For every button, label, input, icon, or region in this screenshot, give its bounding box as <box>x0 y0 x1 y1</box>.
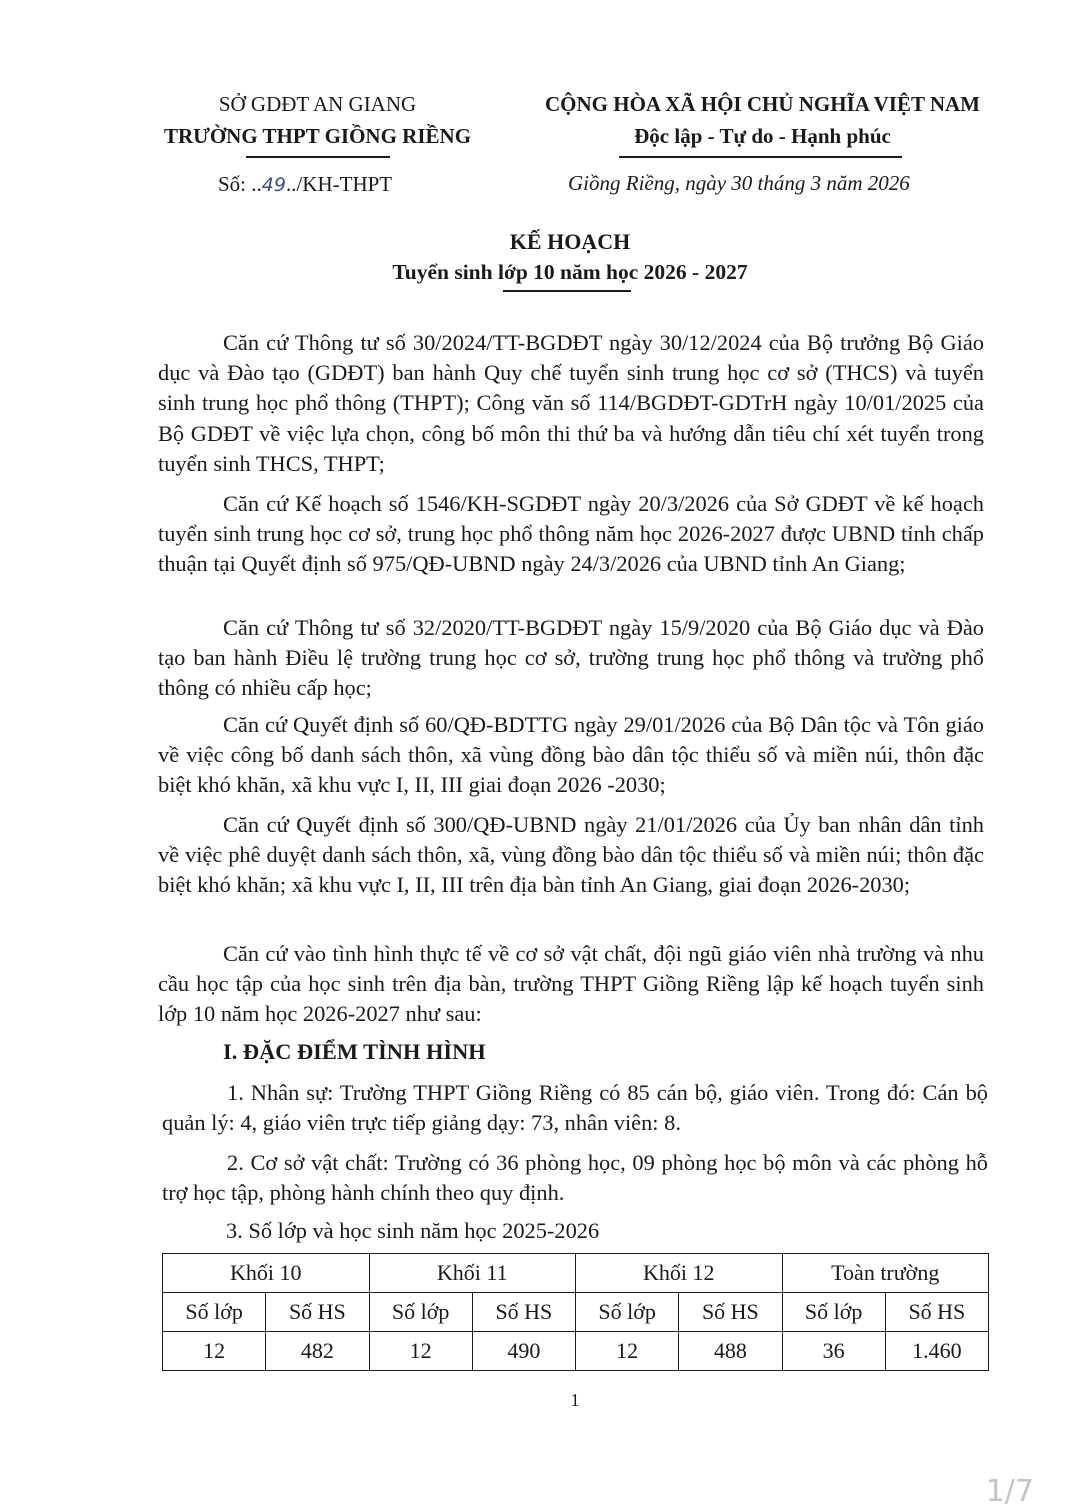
table-cell: 490 <box>472 1332 575 1371</box>
section-heading: I. ĐẶC ĐIỂM TÌNH HÌNH <box>223 1039 486 1064</box>
nation-name: CỘNG HÒA XÃ HỘI CHỦ NGHĨA VIỆT NAM <box>544 92 981 116</box>
table-cell: 12 <box>163 1332 266 1371</box>
paragraph-legal-basis-3: Căn cứ Thông tư số 32/2020/TT-BGDĐT ngày 15/9/2020 của Bộ Giáo dục và Đào tạo ban hành Điều lệ trường trung học cơ sở, trường trung học phổ thông và trường phổ thông có nhiều cấp học; <box>158 615 984 701</box>
page-number: 1 <box>570 1390 580 1410</box>
table-cell: 12 <box>369 1332 472 1371</box>
agency-name: SỞ GDĐT AN GIANG <box>218 92 417 116</box>
table-header-row <box>163 1254 989 1293</box>
school-name: TRƯỜNG THPT GIỒNG RIỀNG <box>163 124 472 148</box>
table-cell: 36 <box>782 1332 885 1371</box>
date-line: Giồng Riềng, ngày 30 tháng 3 năm 2026 <box>568 171 910 195</box>
table-cell: 1.460 <box>885 1332 988 1371</box>
table-subheader: Số HS <box>679 1293 782 1332</box>
table-subheader: Số HS <box>472 1293 575 1332</box>
table-group-header: Khối 10 <box>163 1254 370 1293</box>
table-row <box>163 1332 989 1371</box>
enrollment-table <box>162 1253 989 1371</box>
handwritten-number: 49 <box>261 174 286 196</box>
viewer-page-indicator: 1/7 <box>985 1474 1034 1509</box>
title-underline <box>503 290 631 292</box>
paragraph-legal-basis-6: Căn cứ vào tình hình thực tế về cơ sở vật chất, đội ngũ giáo viên nhà trường và nhu cầu học tập của học sinh trên địa bàn, trường THPT Giồng Riềng lập kế hoạch tuyển sinh lớp 10 năm học 2026-2027 như sau: <box>158 941 984 1027</box>
document-subtitle: Tuyển sinh lớp 10 năm học 2026 - 2027 <box>392 260 748 284</box>
table-subheader: Số lớp <box>369 1293 472 1332</box>
school-name-underline <box>246 156 390 158</box>
nation-motto: Độc lập - Tự do - Hạnh phúc <box>634 124 891 148</box>
table-subheader: Số lớp <box>576 1293 679 1332</box>
table-subheader-row <box>163 1293 989 1332</box>
table-cell: 482 <box>266 1332 369 1371</box>
section-item-staff: 1. Nhân sự: Trường THPT Giồng Riềng có 85 cán bộ, giáo viên. Trong đó: Cán bộ quản lý: 4, giáo viên trực tiếp giảng dạy: 73, nhân viên: 8. <box>162 1080 988 1136</box>
paragraph-legal-basis-1: Căn cứ Thông tư số 30/2024/TT-BGDĐT ngày 30/12/2024 của Bộ trưởng Bộ Giáo dục và Đào tạo (GDĐT) ban hành Quy chế tuyển sinh trung học cơ sở (THCS) và tuyển sinh trung học phổ thông (THPT); Công văn số 114/BGDĐT-GDTrH ngày 10/01/2025 của Bộ GDĐT về việc lựa chọn, công bố môn thi thứ ba và hướng dẫn tiêu chí xét tuyển trong tuyển sinh THCS, THPT; <box>158 330 984 476</box>
table-cell: 488 <box>679 1332 782 1371</box>
paragraph-legal-basis-2: Căn cứ Kế hoạch số 1546/KH-SGDĐT ngày 20/3/2026 của Sở GDĐT về kế hoạch tuyển sinh trung học cơ sở, trung học phổ thông năm học 2026-2027 được UBND tỉnh chấp thuận tại Quyết định số 975/QĐ-UBND ngày 24/3/2026 của UBND tỉnh An Giang; <box>158 491 984 577</box>
table-subheader: Số lớp <box>163 1293 266 1332</box>
table-group-header: Khối 12 <box>576 1254 783 1293</box>
table-subheader: Số HS <box>266 1293 369 1332</box>
table-group-header: Toàn trường <box>782 1254 989 1293</box>
table-cell: 12 <box>576 1332 679 1371</box>
table-subheader: Số lớp <box>782 1293 885 1332</box>
paragraph-legal-basis-4: Căn cứ Quyết định số 60/QĐ-BDTTG ngày 29/01/2026 của Bộ Dân tộc và Tôn giáo về việc công bố danh sách thôn, xã vùng đồng bào dân tộc thiểu số và miền núi, thôn đặc biệt khó khăn, xã khu vực I, II, III giai đoạn 2026 -2030; <box>158 712 984 798</box>
nation-motto-underline <box>619 156 902 158</box>
table-group-header: Khối 11 <box>369 1254 576 1293</box>
document-title: KẾ HOẠCH <box>509 229 631 254</box>
table-subheader: Số HS <box>885 1293 988 1332</box>
section-item-facilities: 2. Cơ sở vật chất: Trường có 36 phòng học, 09 phòng học bộ môn và các phòng hỗ trợ học tập, phòng hành chính theo quy định. <box>162 1150 988 1206</box>
section-item-classes: 3. Số lớp và học sinh năm học 2025-2026 <box>226 1218 600 1243</box>
document-number: Số: ..49../KH-THPT <box>218 172 393 196</box>
paragraph-legal-basis-5: Căn cứ Quyết định số 300/QĐ-UBND ngày 21/01/2026 của Ủy ban nhân dân tỉnh về việc phê duyệt danh sách thôn, xã, vùng đồng bào dân tộc thiểu số và miền núi; thôn đặc biệt khó khăn; xã khu vực I, II, III trên địa bàn tỉnh An Giang, giai đoạn 2026-2030; <box>158 812 984 898</box>
